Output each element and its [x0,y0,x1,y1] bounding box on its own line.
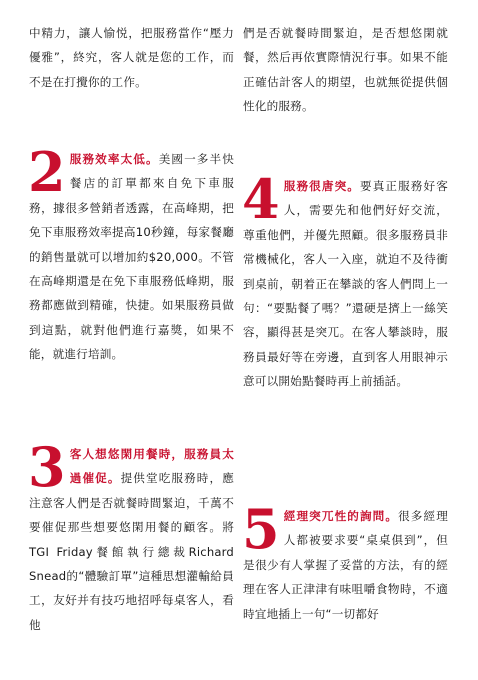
section-2-heading: 服務效率太低。 [69,152,159,166]
section-3-heading: 客人想悠閑用餐時，服務員太過催促。 [69,447,234,486]
section-3-body: 提供堂吃服務時，應注意客人們是否就餐時間緊迫，千萬不要催促那些想要悠閑用餐的顧客。將TGI Friday餐館執行總裁Richard Snead的“體驗訂單”這種思想灌輸給員工，友好并有技巧地招呼每桌客人，看他 [29,471,234,632]
section-4-heading: 服務很唐突。 [283,179,360,193]
left-intro [29,21,234,94]
section-5-body: 很多經理人都被要求要“桌桌俱到”，但是很少有人掌握了妥當的方法，有的經理在客人正津津有味咀嚼食物時，不適時宜地插上一句“一切都好 [243,509,448,621]
section-5-number: 5 [242,497,280,561]
section-2-paragraph [28,140,235,367]
section-4-number: 4 [242,167,280,231]
section-2-number: 2 [28,140,66,204]
section-3 [28,435,234,637]
section-3-number: 3 [28,435,66,499]
section-3-paragraph [28,435,234,637]
section-4-paragraph [242,167,449,394]
section-4 [242,167,449,394]
section-5 [242,497,448,626]
section-5-heading: 經理突兀性的詢問。 [283,509,399,523]
section-2 [28,140,235,367]
left-intro-text: 中精力，讓人愉悦，把服務當作“壓力優雅”，終究，客人就是您的工作，而不是在打攪你的工作。 [29,26,234,89]
right-intro-text: 們是否就餐時間緊迫，是否想悠閑就餐，然后再依實際情況行事。如果不能正確估計客人的期望，也就無從提供個性化的服務。 [243,26,448,114]
section-4-body: 要真正服務好客人，需要先和他們好好交流，尊重他們，并優先照顧。很多服務員非常機械化，客人一入座，就迫不及待衝到桌前，朝着正在攀談的客人們問上一句：“要點餐了嗎？”還硬是擠上一絲笑容，顯得甚是突兀。在客人攀談時，服務員最好等在旁邊，直到客人用眼神示意可以開始點餐時再上前插話。 [243,179,449,389]
section-2-body: 美國一多半快餐店的訂單都來自免下車服務，據很多營銷者透露，在高峰期，把免下車服務效率提高10秒鐘，每家餐廳的銷售量就可以增加約$20,000。不管在高峰期還是在免下車服務低峰期，服務都應做到精確，快捷。如果服務員做到這點，就對他們進行嘉獎，如果不能，就進行培訓。 [29,152,235,362]
right-intro [243,21,448,119]
section-5-paragraph [242,497,448,626]
